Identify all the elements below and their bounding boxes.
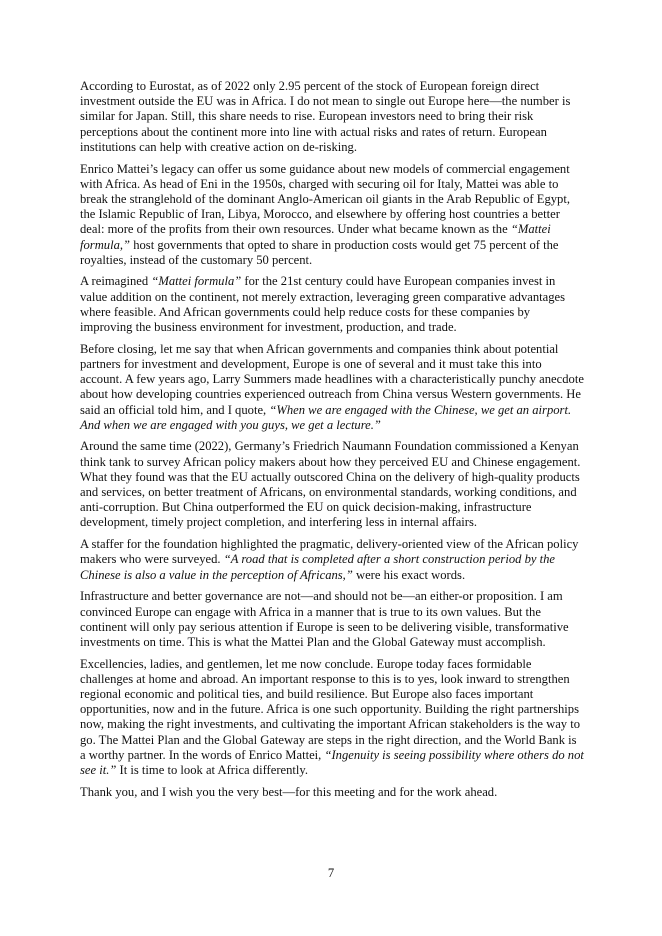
paragraph-eurostat-investment — [80, 79, 584, 155]
paragraph-naumann-survey — [80, 439, 584, 530]
paragraph-reimagined-formula — [80, 274, 584, 335]
paragraph-summers-anecdote — [80, 342, 584, 433]
page-number: 7 — [327, 866, 335, 880]
paragraph-text: Infrastructure and better governance are not—and should not be—an either-or proposition. I am convinced Europe can engage with Africa in a manner that is true to its own values. But the continent will only pay serious attention if Europe is seen to be delivering visible, transformative investments on time. This is what the Mattei Plan and the Global Gateway must accomplish. — [80, 589, 569, 649]
italic-quote: “Ingenuity is seeing possibility where others do not see it.” — [80, 747, 584, 778]
paragraph-text: According to Eurostat, as of 2022 only 2.95 percent of the stock of European foreign direct investment outside the EU was in Africa. I do not mean to single out Europe here—the number is similar for Japan. Still, this share needs to rise. European investors need to bring their risk perceptions about the continent more into line with actual risks and rates of return. European institutions can help with creative action on de-risking. — [80, 79, 571, 154]
paragraph-foundation-staffer — [80, 537, 584, 583]
paragraph-text: Around the same time (2022), Germany’s Friedrich Naumann Foundation commissioned a Kenyan think tank to survey African policy makers about how they perceived EU and Chinese engagement. What they found was that the EU actually outscored China on the delivery of high-quality products and services, on better treatment of Africans, on environmental standards, working conditions, and anti-corruption. But China outperformed the EU on quick decision-making, infrastructure development, timely project completion, and interfering less in internal affairs. — [80, 439, 581, 530]
italic-quote: “When we are engaged with the Chinese, we get an airport. And when we are engaged with you guys, we get a lecture.” — [80, 402, 572, 432]
paragraph-text: A reimagined — [80, 274, 152, 289]
paragraph-text: A staffer for the foundation highlighted the pragmatic, delivery-oriented view of the African policy makers who were surveyed. — [80, 537, 579, 567]
paragraph-text: Enrico Mattei’s legacy can offer us some guidance about new models of commercial engagement with Africa. As head of Eni in the 1950s, charged with securing oil for Italy, Mattei was able to break the stranglehold of the dominant Anglo-American oil giants in the Arab Republic of Egypt, the Islamic Republic of Iran, Libya, Morocco, and elsewhere by offering host countries a better deal: more of the profits from their own resources. Under what became known as the — [80, 161, 570, 237]
paragraph-text: for the 21st century could have European companies invest in value addition on the continent, not merely extraction, leveraging green comparative advantages where feasible. And African governments could help reduce costs for these companies by improving the business environment for investment, production, and trade. — [80, 274, 566, 335]
paragraph-mattei-legacy — [80, 162, 584, 268]
paragraph-infrastructure-governance — [80, 589, 584, 650]
paragraph-thank-you — [80, 785, 584, 800]
paragraph-text: were his exact words. — [352, 567, 466, 582]
paragraph-conclusion — [80, 657, 584, 779]
paragraph-text: It is time to look at Africa differently. — [116, 763, 309, 778]
italic-quote: “Mattei formula” — [151, 274, 242, 289]
paragraph-text: Before closing, let me say that when African governments and companies think about potential partners for investment and development, Europe is one of several and it must take this into account. A few years ago, Larry Summers made headlines with a characteristically punchy anecdote about how developing countries experienced outreach from China versus Western governments. He said an official told him, and I quote, — [80, 341, 584, 417]
speech-body — [80, 79, 584, 806]
paragraph-text: Thank you, and I wish you the very best—for this meeting and for the work ahead. — [80, 784, 498, 799]
paragraph-text: host governments that opted to share in production costs would get 75 percent of the royalties, instead of the customary 50 percent. — [80, 237, 559, 267]
paragraph-text: Excellencies, ladies, and gentlemen, let me now conclude. Europe today faces formidable challenges at home and abroad. An important response to this is to yes, look inward to strengthen regional economic and political ties, and build resilience. But Europe also faces important opportunities, now and in the future. Africa is one such opportunity. Building the right partnerships now, making the right investments, and cultivating the important African stakeholders is the way to go. The Mattei Plan and the Global Gateway are steps in the right direction, and the World Bank is a worthy partner. In the words of Enrico Mattei, — [80, 656, 581, 762]
italic-quote: “A road that is completed after a short construction period by the Chinese is also a value in the perception of Africans,” — [80, 552, 555, 582]
italic-quote: “Mattei formula,” — [80, 222, 551, 252]
